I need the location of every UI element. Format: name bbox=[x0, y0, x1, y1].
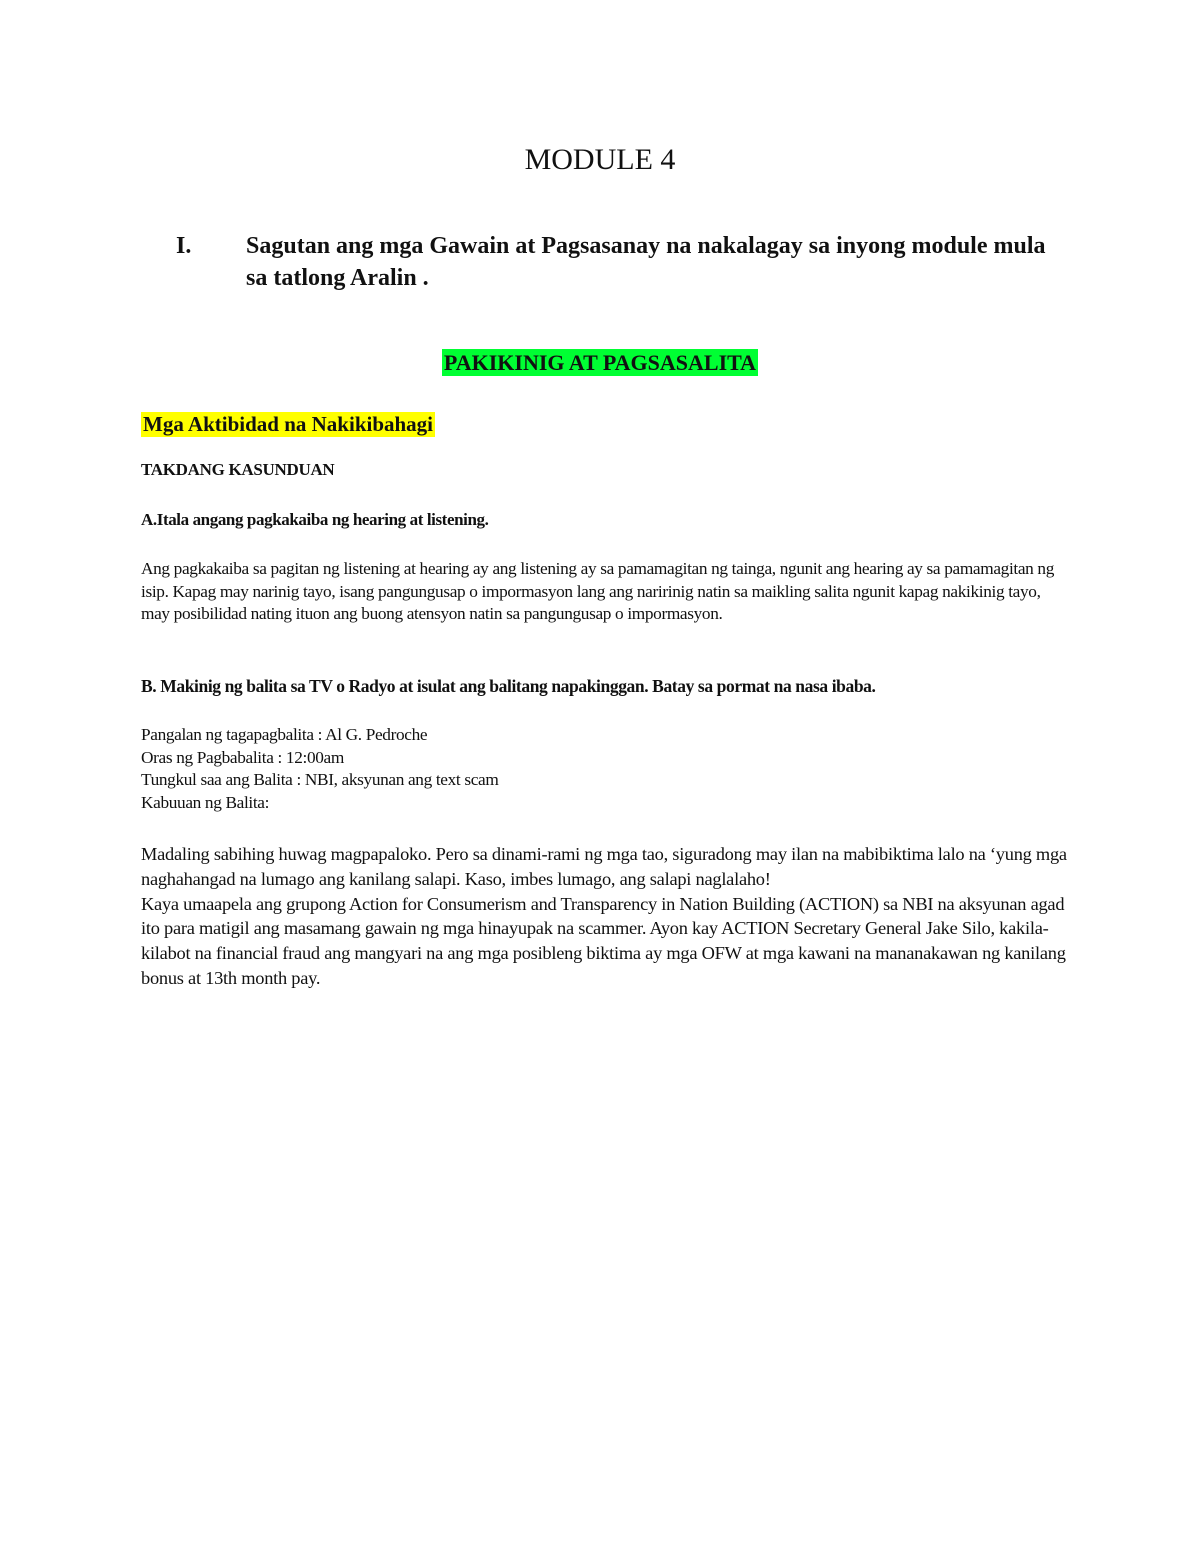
part-a-answer: Ang pagkakaiba sa pagitan ng listening at hearing ay ang listening ay sa pamamagitan ng tainga, ngunit ang hearing ay sa pamamagitan ng isip. Kapag may narinig tayo, isang pangungusap o impormasyon lang ang naririnig natin sa maikling salita ngunit kapag nakikinig tayo, may posibilidad nating ituon ang buong atensyon natin sa pangungusap o impormasyon. bbox=[141, 559, 1055, 624]
news-info-block bbox=[141, 724, 498, 814]
instruction-text: Sagutan ang mga Gawain at Pagsasanay na nakalagay sa inyong module mula sa tatlong Aralin . bbox=[246, 233, 1046, 291]
section-title: PAKIKINIG AT PAGSASALITA bbox=[443, 350, 757, 375]
assignment-label: TAKDANG KASUNDUAN bbox=[141, 460, 335, 479]
part-b-question: B. Makinig ng balita sa TV o Radyo at isulat ang balitang napakinggan. Batay sa pormat na nasa ibaba. bbox=[141, 676, 876, 696]
instruction-item bbox=[170, 230, 1070, 294]
instruction-number: I. bbox=[176, 233, 192, 259]
time-line: Oras ng Pagbabalita : 12:00am bbox=[141, 747, 344, 767]
news-summary bbox=[141, 842, 1071, 991]
subheading-container bbox=[141, 410, 435, 438]
part-a-question: A.Itala angang pagkakaiba ng hearing at listening. bbox=[141, 510, 489, 529]
news-summary-paragraph-2: Kaya umaapela ang grupong Action for Consumerism and Transparency in Nation Building (ACTION) sa NBI na aksyunan agad ito para matigil ang masamang gawain ng mga hinayupak na scammer. Ayon kay ACTION Secretary General Jake Silo, kakila-kilabot na financial fraud ang mangyari na ang mga posibleng biktima ay mga OFW at mga kawani na mananakawan ng kanilang bonus at 13th month pay. bbox=[141, 893, 1066, 988]
subheading: Mga Aktibidad na Nakikibahagi bbox=[143, 412, 434, 436]
module-title: MODULE 4 bbox=[524, 143, 676, 176]
topic-line: Tungkul saa ang Balita : NBI, aksyunan ang text scam bbox=[141, 770, 499, 790]
section-title-container bbox=[0, 348, 1200, 378]
news-summary-paragraph-1: Madaling sabihing huwag magpapaloko. Pero sa dinami-rami ng mga tao, siguradong may ilan na mabibiktima lalo na ‘yung mga naghahangad na lumago ang kanilang salapi. Kaso, imbes lumago, ang salapi naglalaho! bbox=[141, 844, 1067, 889]
summary-label: Kabuuan ng Balita: bbox=[141, 792, 270, 812]
reporter-line: Pangalan ng tagapagbalita : Al G. Pedroche bbox=[141, 725, 428, 744]
